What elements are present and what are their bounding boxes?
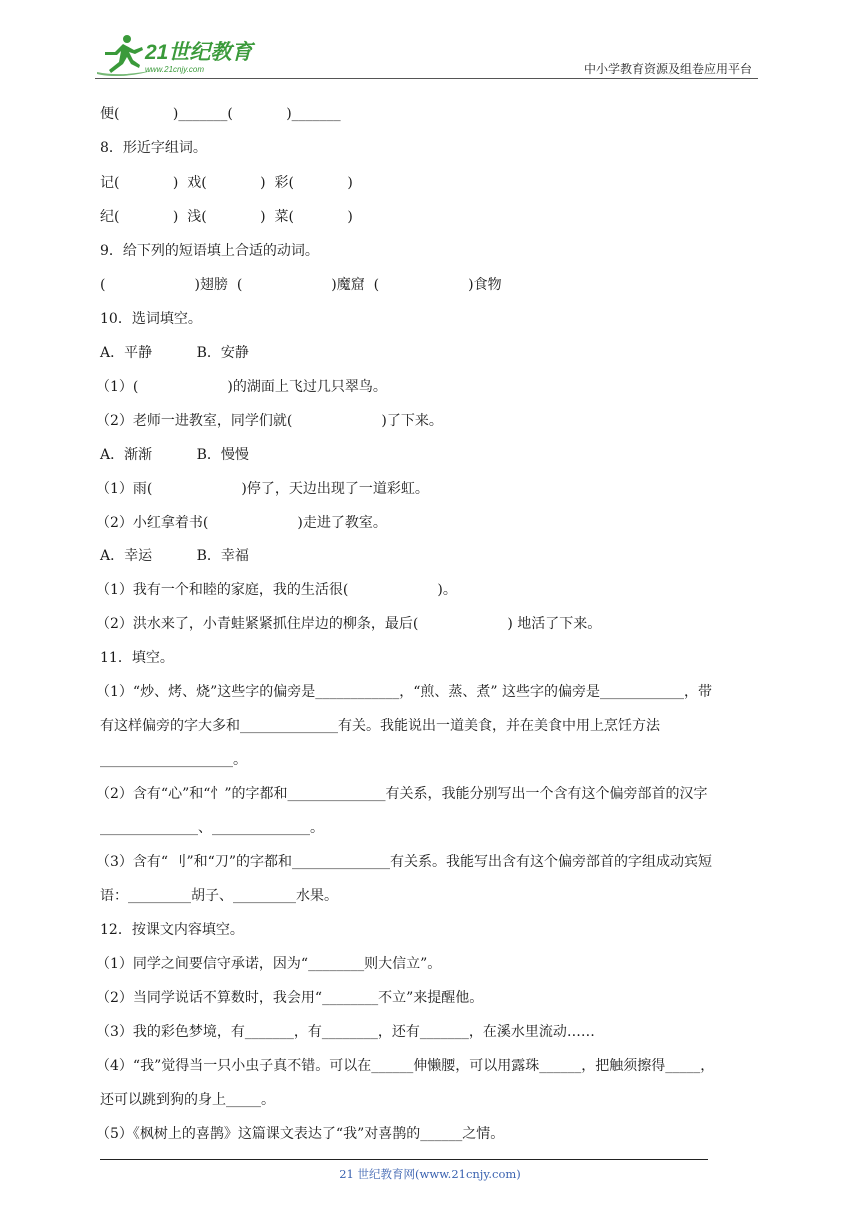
text-line: ______________、______________。 xyxy=(100,820,324,836)
text-line: 便( )_______( )_______ xyxy=(100,106,341,122)
text-line: （1）同学之间要信守承诺，因为“________则大信立”。 xyxy=(96,956,442,972)
text-line: （2）老师一进教室，同学们就( )了下来。 xyxy=(96,413,443,429)
text-line: （2）洪水来了，小青蛙紧紧抓住岸边的柳条，最后( ) 地活了下来。 xyxy=(96,616,602,632)
text-line: （1）我有一个和睦的家庭，我的生活很( )。 xyxy=(96,582,457,598)
header-divider xyxy=(95,78,758,79)
text-line: （1）雨( )停了，天边出现了一道彩虹。 xyxy=(96,481,429,497)
question-title: 10．选词填空。 xyxy=(100,311,202,327)
text-line: （2）小红拿着书( )走进了教室。 xyxy=(96,515,387,531)
question-title: 12．按课文内容填空。 xyxy=(100,922,244,938)
svg-text:21世纪教育: 21世纪教育 xyxy=(145,41,253,64)
page-header xyxy=(95,30,760,80)
option-line: A．幸运 B．幸福 xyxy=(100,548,249,564)
text-line: 纪( ) 浅( ) 菜( ) xyxy=(100,209,353,225)
question-title: 9．给下列的短语填上合适的动词。 xyxy=(100,243,319,259)
text-line: 有这样偏旁的字大多和______________有关。我能说出一道美食，并在美食中用上烹饪方法 xyxy=(100,718,660,734)
footer-divider xyxy=(100,1159,708,1160)
text-line: （1）“炒、烤、烧”这些字的偏旁是____________，“煎、蒸、煮” 这些字的偏旁是____________，带 xyxy=(96,684,712,700)
text-line: （1）( )的湖面上飞过几只翠鸟。 xyxy=(96,379,387,395)
text-line: 记( ) 戏( ) 彩( ) xyxy=(100,175,353,191)
platform-name: 中小学教育资源及组卷应用平台 xyxy=(583,62,752,76)
question-title: 8．形近字组词。 xyxy=(100,140,207,156)
text-line: 还可以跳到狗的身上_____。 xyxy=(100,1092,275,1108)
text-line: （5）《枫树上的喜鹊》这篇课文表达了“我”对喜鹊的______之情。 xyxy=(96,1126,505,1142)
text-line: （3）含有“ 刂”和“刀”的字都和______________有关系。我能写出含有这个偏旁部首的字组成动宾短 xyxy=(96,854,712,870)
option-line: A．平静 B．安静 xyxy=(100,345,249,361)
text-line: （4）“我”觉得当一只小虫子真不错。可以在______伸懒腰，可以用露珠______，把触须擦得_____， xyxy=(96,1058,715,1074)
text-line: （2）当同学说话不算数时，我会用“________不立”来提醒他。 xyxy=(96,990,484,1006)
text-line: ___________________。 xyxy=(100,752,247,768)
text-line: ( )翅膀 ( )魔窟 ( )食物 xyxy=(100,277,502,293)
text-line: （3）我的彩色梦境，有_______，有________，还有_______，在溪水里流动…… xyxy=(96,1024,595,1040)
site-logo xyxy=(95,32,265,76)
svg-text:www.21cnjy.com: www.21cnjy.com xyxy=(145,65,204,74)
option-line: A．渐渐 B．慢慢 xyxy=(100,447,249,463)
text-line: （2）含有“心”和“忄”的字都和______________有关系，我能分别写出一个含有这个偏旁部首的汉字 xyxy=(96,786,708,802)
footer-text: 21 世纪教育网(www.21cnjy.com) xyxy=(339,1167,521,1181)
question-title: 11．填空。 xyxy=(100,650,174,666)
text-line: 语：_________胡子、_________水果。 xyxy=(100,888,338,904)
